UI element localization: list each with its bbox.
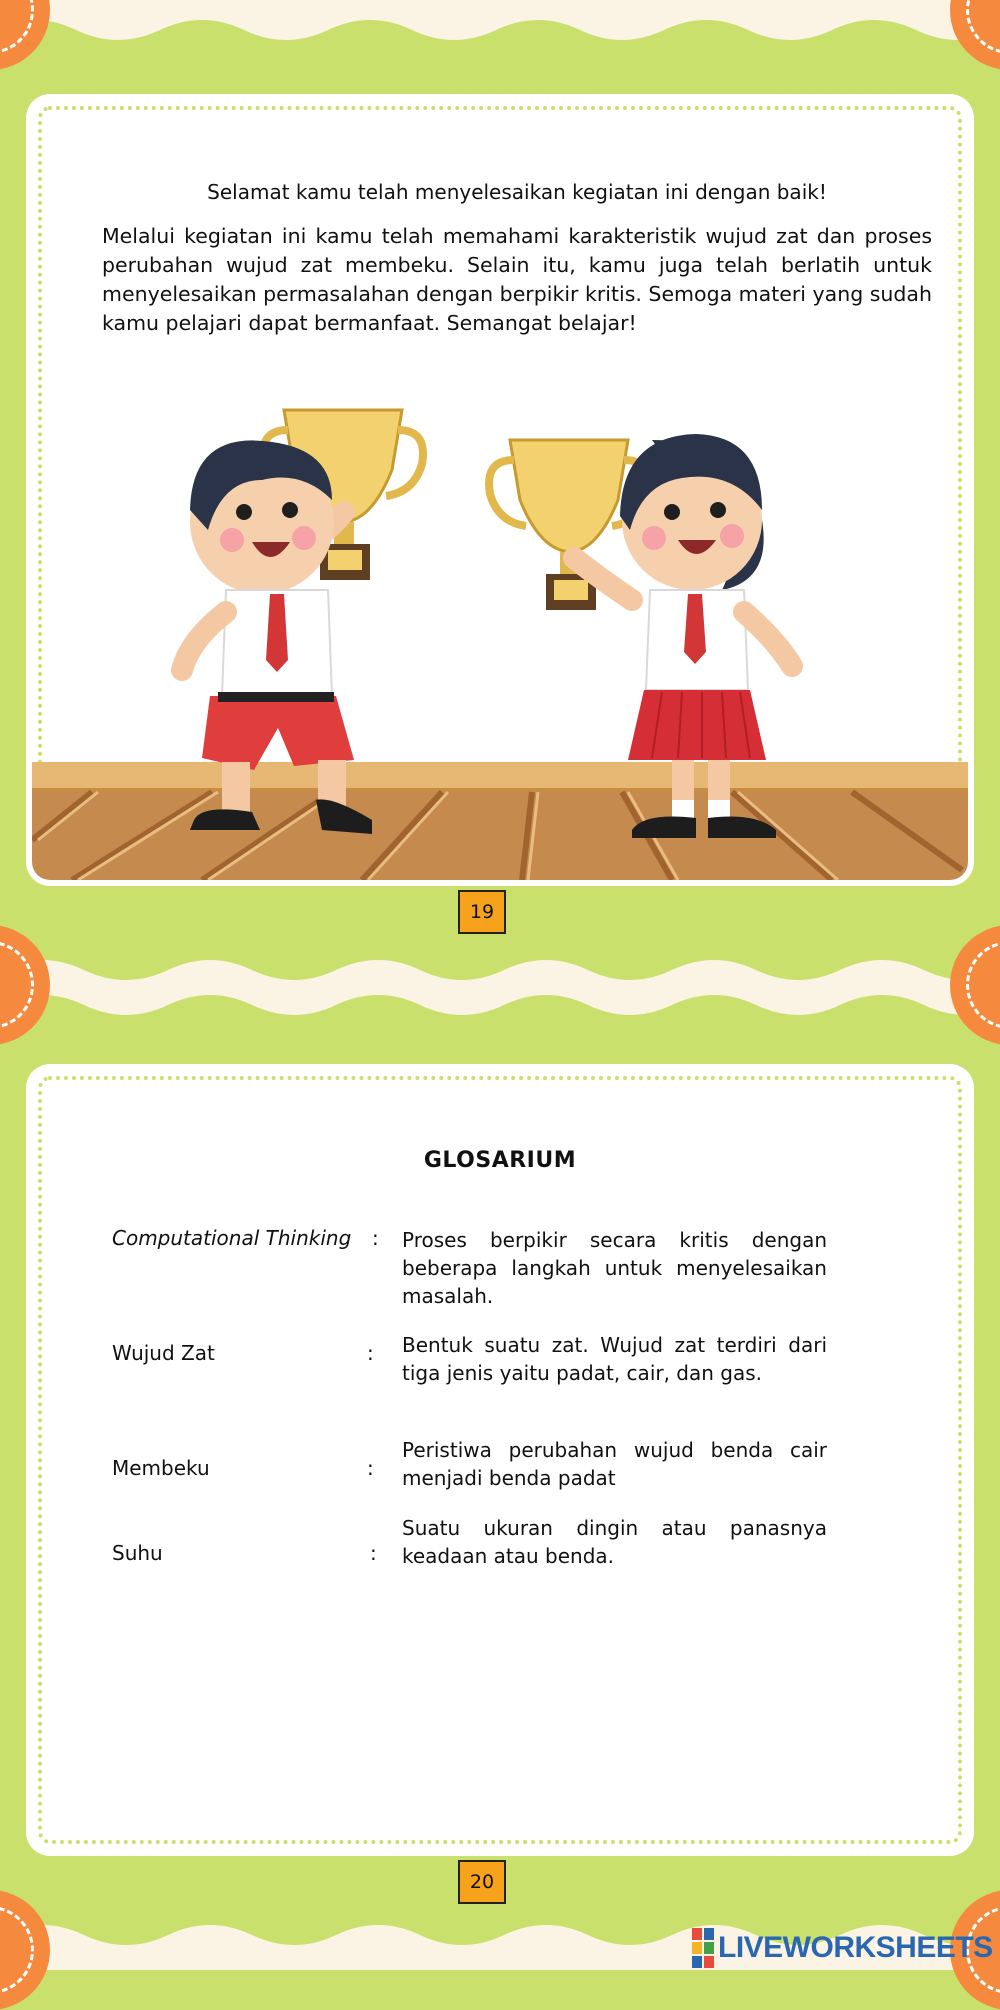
page-20-card <box>32 1070 968 1850</box>
liveworksheets-wordmark: LIVEWORKSHEETS <box>718 1931 993 1964</box>
glossary-term: Computational Thinking <box>112 1226 352 1250</box>
glossary-colon: : <box>372 1226 379 1250</box>
trophy-celebration-illustration <box>32 400 968 880</box>
middle-wave-band <box>0 945 1000 1035</box>
liveworksheets-logo[interactable] <box>692 1928 993 1968</box>
top-wave-band <box>0 0 1000 60</box>
liveworksheets-grid-icon <box>692 1928 714 1968</box>
glossary-colon: : <box>367 1456 374 1480</box>
glossary-colon: : <box>370 1541 377 1565</box>
corner-circle-decoration <box>0 1890 50 2010</box>
glossary-colon: : <box>367 1341 374 1365</box>
congratulation-heading: Selamat kamu telah menyelesaikan kegiatan ini dengan baik! <box>207 180 827 204</box>
page-number-19: 19 <box>458 890 506 934</box>
glossary-title: GLOSARIUM <box>423 1148 577 1173</box>
glossary-term: Suhu <box>112 1541 163 1565</box>
page-number-20: 20 <box>458 1860 506 1904</box>
glossary-definition: Proses berpikir secara kritis dengan beberapa langkah untuk menyelesaikan masalah. <box>402 1228 827 1308</box>
glossary-definition: Suatu ukuran dingin atau panasnya keadaan atau benda. <box>402 1516 827 1568</box>
glossary-term: Wujud Zat <box>112 1341 215 1365</box>
page-19-card <box>32 100 968 880</box>
closing-paragraph: Melalui kegiatan ini kamu telah memahami karakteristik wujud zat dan proses perubahan wujud zat membeku. Selain itu, kamu juga telah berlatih untuk menyelesaikan permasalahan dengan berpikir kritis. Semoga materi yang sudah kamu pelajari dapat bermanfaat. Semangat belajar! <box>102 224 932 335</box>
glossary-definition: Bentuk suatu zat. Wujud zat terdiri dari tiga jenis yaitu padat, cair, dan gas. <box>402 1333 827 1385</box>
glossary-definition: Peristiwa perubahan wujud benda cair menjadi benda padat <box>402 1438 827 1490</box>
glossary-term: Membeku <box>112 1456 210 1480</box>
